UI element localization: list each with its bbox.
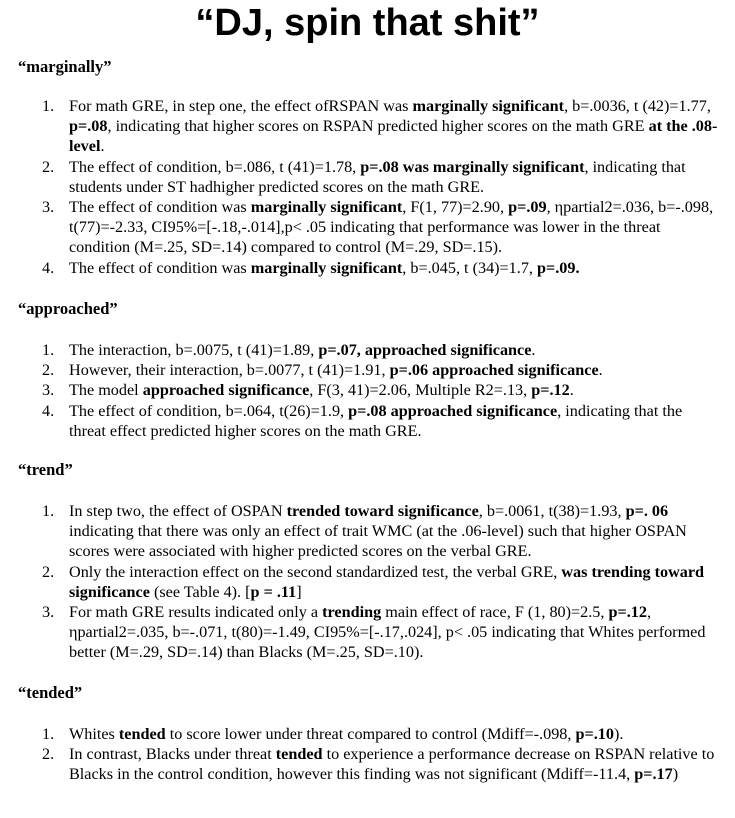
list-item	[0, 401, 735, 441]
list-item-number: 1.	[42, 341, 55, 359]
text-segment: , ηpartial2=.036, b=-.098, t(77)=-2.33, CI95%=[-.18,-.014],p< .05 indicating that performance was lower in the threat condition (M=.25, SD=.14) compared to control (M=.29, SD=.15).	[69, 198, 714, 257]
section-list-trend	[0, 501, 735, 663]
text-segment: The effect of condition was	[69, 198, 251, 217]
text-segment: , b=.045, t (34)=1.7,	[402, 258, 538, 277]
bold-text-segment: approached significance	[142, 381, 310, 400]
text-segment: .	[598, 361, 603, 380]
list-item-number: 3.	[42, 603, 55, 622]
list-item-number: 4.	[42, 258, 55, 277]
list-item	[0, 380, 735, 400]
bold-text-segment: trending	[322, 603, 382, 622]
bold-text-segment: p=.12	[531, 381, 570, 400]
text-segment: However, their interaction, b=.0077, t (41)=1.91,	[69, 361, 390, 380]
text-segment: ).	[613, 725, 624, 743]
text-segment: ]	[296, 582, 302, 601]
list-item	[0, 197, 735, 258]
bold-text-segment: p=. 06	[625, 502, 669, 520]
section-list-approached	[0, 340, 735, 441]
list-item-number: 1.	[42, 725, 55, 743]
text-segment: For math GRE, in step one, the effect ofRSPAN was	[69, 97, 413, 115]
list-item-number: 2.	[42, 745, 55, 764]
text-segment: In step two, the effect of OSPAN	[69, 502, 287, 520]
bold-text-segment: marginally significant	[250, 198, 403, 217]
bold-text-segment: p=.09	[508, 198, 547, 217]
text-segment: main effect of race, F (1, 80)=2.5,	[381, 603, 609, 622]
text-segment: Whites	[69, 725, 119, 743]
text-segment: to score lower under threat compared to control (Mdiff=-.098,	[165, 725, 576, 743]
text-segment: , ηpartial2=.035, b=-.071, t(80)=-1.49, CI95%=[-.17,.024], p< .05 indicating that Whites performed better (M=.29, SD=.14) than Blacks (M=.25, SD=.10).	[69, 603, 706, 662]
list-item-number: 1.	[42, 502, 55, 520]
list-item	[0, 501, 735, 562]
text-segment: The effect of condition, b=.064, t(26)=1.9,	[69, 401, 349, 420]
bold-text-segment: p=.12	[608, 603, 647, 622]
text-segment: Only the interaction effect on the second standardized test, the verbal GRE,	[69, 562, 562, 581]
list-item	[0, 744, 735, 784]
bold-text-segment: p=.09.	[537, 258, 580, 277]
bold-text-segment: was trending toward significance	[69, 562, 705, 601]
list-item	[0, 340, 735, 360]
section-list-marginally	[0, 96, 735, 278]
bold-text-segment: p=.08	[69, 117, 108, 136]
list-item-number: 2.	[42, 157, 55, 176]
bold-text-segment: marginally significant	[250, 258, 403, 277]
section-heading-trend: “trend”	[18, 460, 73, 479]
page-title: “DJ, spin that shit”	[195, 2, 540, 44]
list-item-number: 3.	[42, 198, 55, 217]
text-segment: The interaction, b=.0075, t (41)=1.89,	[69, 341, 319, 359]
list-item-number: 2.	[42, 361, 55, 380]
bold-text-segment: p=.10	[575, 725, 614, 743]
list-item	[0, 562, 735, 602]
section-list-tended	[0, 724, 735, 785]
text-segment: , indicating that higher scores on RSPAN predicted higher scores on the math GRE	[107, 117, 649, 136]
text-segment: , b=.0036, t (42)=1.77,	[564, 97, 711, 115]
text-segment: In contrast, Blacks under threat	[69, 745, 276, 764]
text-segment: The model	[69, 381, 143, 400]
bold-text-segment: p=.07, approached significance	[318, 341, 532, 359]
text-segment: The effect of condition, b=.086, t (41)=1.78,	[69, 157, 361, 176]
text-segment: .	[569, 381, 574, 400]
list-item	[0, 360, 735, 380]
bold-text-segment: trended toward significance	[286, 502, 479, 520]
bold-text-segment: p=.17	[634, 765, 673, 784]
text-segment: , F(3, 41)=2.06, Multiple R2=.13,	[309, 381, 532, 400]
bold-text-segment: at the .08-level	[69, 117, 718, 156]
list-item-number: 2.	[42, 562, 55, 581]
text-segment: (see Table 4). [	[149, 582, 251, 601]
text-segment: , F(1, 77)=2.90,	[402, 198, 509, 217]
text-segment: to experience a performance decrease on RSPAN relative to Blacks in the control condition, however this finding was not significant (Mdiff=-11.4,	[69, 745, 715, 784]
section-heading-tended: “tended”	[18, 683, 83, 702]
bold-text-segment: marginally significant	[412, 97, 565, 115]
list-item	[0, 258, 735, 278]
text-segment: indicating that there was only an effect of trait WMC (at the .06-level) such that higher OSPAN scores were associated with higher predicted scores on the verbal GRE.	[69, 522, 687, 561]
section-heading-approached: “approached”	[18, 299, 118, 318]
list-item	[0, 96, 735, 157]
text-segment: , indicating that the threat effect predicted higher scores on the math GRE.	[69, 401, 683, 440]
list-item	[0, 157, 735, 197]
text-segment: , b=.0061, t(38)=1.93,	[478, 502, 626, 520]
text-segment: The effect of condition was	[69, 258, 251, 277]
text-segment: .	[100, 137, 105, 156]
list-item-number: 1.	[42, 97, 55, 115]
text-segment: For math GRE results indicated only a	[69, 603, 323, 622]
section-heading-marginally: “marginally”	[18, 57, 112, 76]
bold-text-segment: tended	[118, 725, 166, 743]
list-item	[0, 602, 735, 663]
bold-text-segment: p=.08 was marginally significant	[360, 157, 585, 176]
bold-text-segment: p = .11	[250, 582, 297, 601]
list-item-number: 3.	[42, 381, 55, 400]
bold-text-segment: tended	[275, 745, 323, 764]
text-segment: , indicating that students under ST hadhigher predicted scores on the math GRE.	[69, 157, 686, 196]
list-item	[0, 724, 735, 744]
list-item-number: 4.	[42, 401, 55, 420]
bold-text-segment: p=.08 approached significance	[348, 401, 558, 420]
text-segment: )	[672, 765, 679, 784]
text-segment: .	[531, 341, 536, 359]
bold-text-segment: p=.06 approached significance	[389, 361, 599, 380]
